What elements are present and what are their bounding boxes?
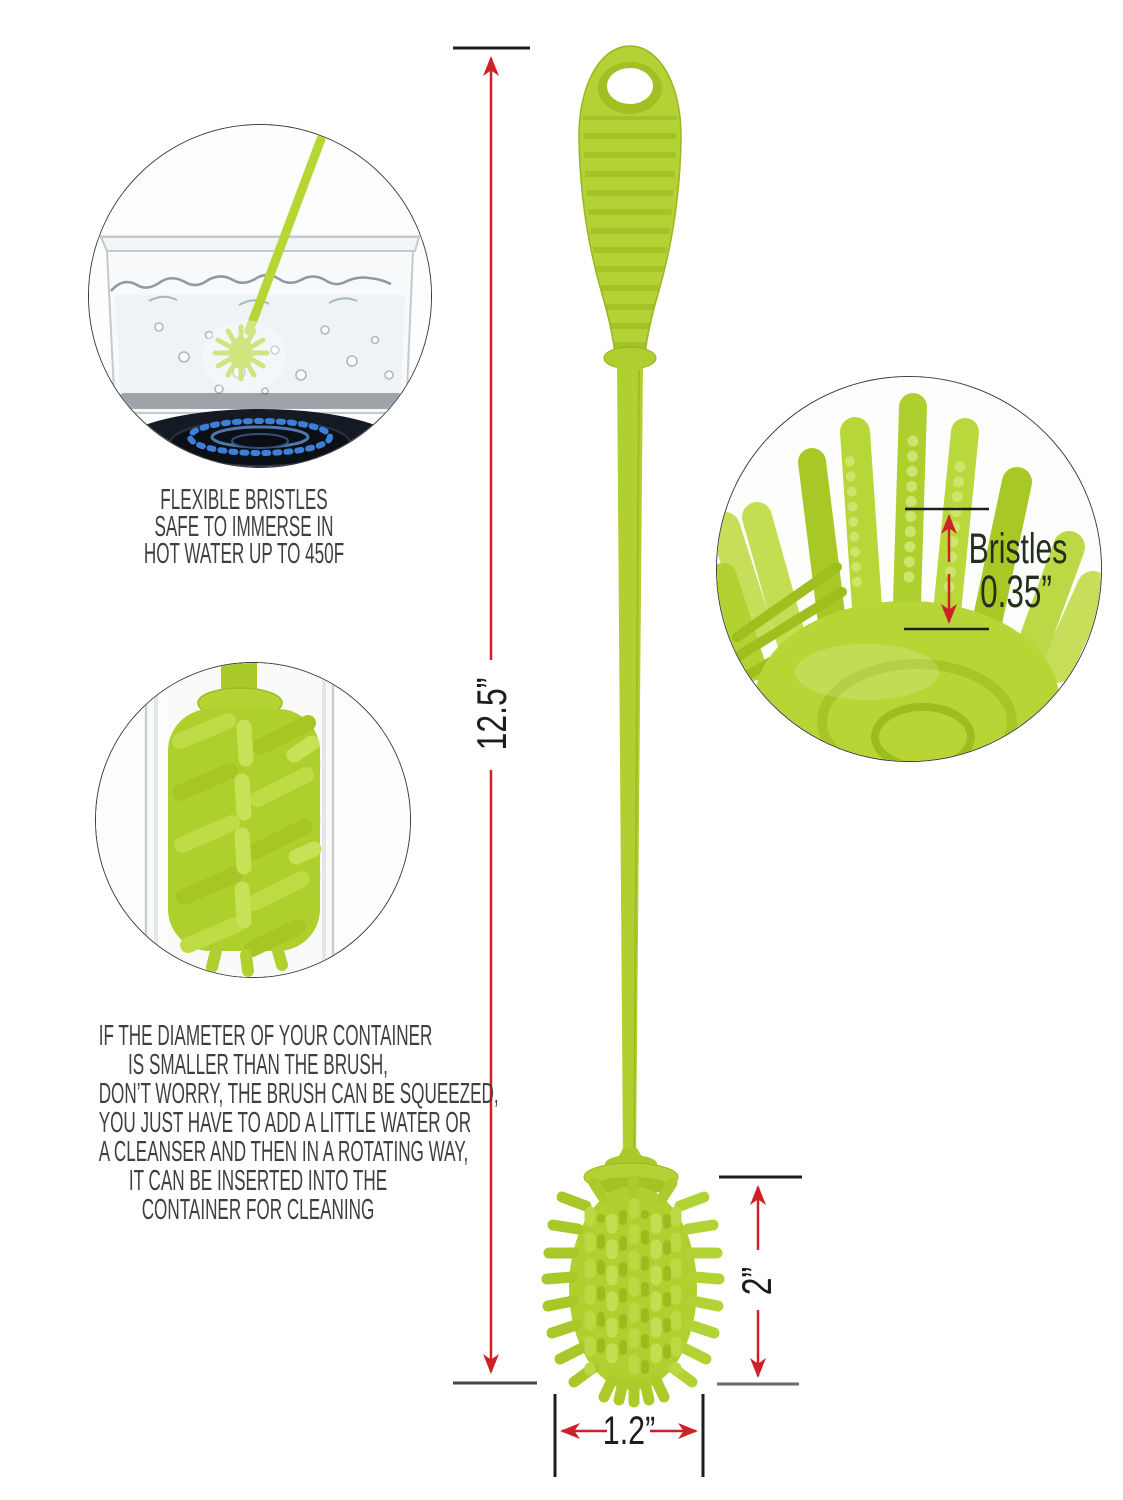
caption-line: IS SMALLER THAN THE BRUSH, xyxy=(128,1049,388,1081)
squeeze-inset-photo xyxy=(95,662,411,978)
hanging-hole xyxy=(607,68,653,104)
squeeze-illustration xyxy=(96,663,410,977)
bristles-label: Bristles xyxy=(968,524,1068,573)
caption-line: CONTAINER FOR CLEANING xyxy=(141,1194,375,1226)
squeeze-caption xyxy=(98,1020,499,1226)
hot-water-illustration xyxy=(89,125,431,467)
caption-line: FLEXIBLE BRISTLES xyxy=(160,484,328,516)
caption-line: IF THE DIAMETER OF YOUR CONTAINER xyxy=(98,1020,433,1052)
brush-stick xyxy=(617,362,643,1162)
caption-line: A CLEANSER AND THEN IN A ROTATING WAY, xyxy=(98,1136,469,1168)
brush-head xyxy=(547,1180,719,1402)
hot-water-inset-photo xyxy=(88,124,432,468)
brush-handle xyxy=(579,46,681,369)
total-length-label: 12.5” xyxy=(468,677,515,751)
brush-width-label: 1.2” xyxy=(602,1408,656,1453)
brush-height-label: 2” xyxy=(733,1266,780,1296)
bristles-length-value: 0.35” xyxy=(980,566,1052,617)
caption-line: IT CAN BE INSERTED INTO THE xyxy=(128,1165,388,1197)
caption-line: DON’T WORRY, THE BRUSH CAN BE SQUEEZED, xyxy=(98,1078,499,1110)
caption-line: YOU JUST HAVE TO ADD A LITTLE WATER OR xyxy=(98,1107,472,1139)
hot-water-caption xyxy=(91,484,398,570)
caption-line: SAFE TO IMMERSE IN xyxy=(154,511,334,543)
caption-line: HOT WATER UP TO 450F xyxy=(143,538,345,570)
